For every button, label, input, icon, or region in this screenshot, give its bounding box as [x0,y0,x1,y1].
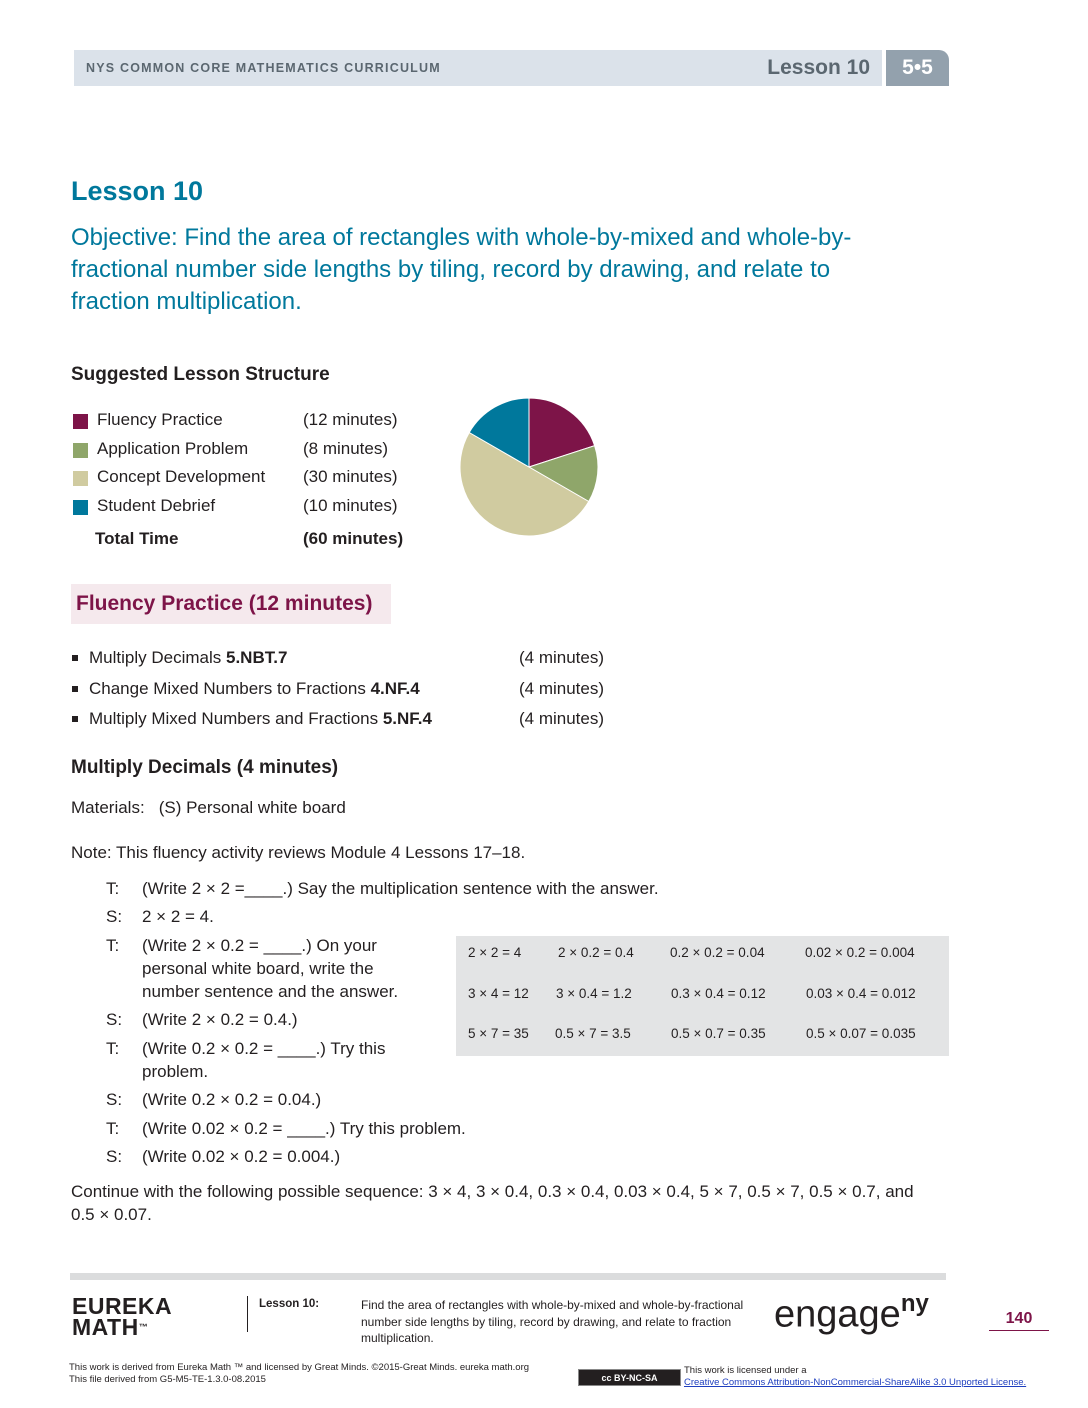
bullet-icon [72,655,78,661]
eureka-math-logo [72,1293,173,1340]
activity-standard: 4.NF.4 [370,678,420,698]
legend-swatch [73,414,88,429]
fluency-activity-item [72,646,632,677]
dialogue-text: (Write 2 × 0.2 = 0.4.) [142,1010,298,1029]
fluency-activity-item [72,707,632,738]
fluency-practice-banner [71,584,391,624]
activity-standard: 5.NF.4 [382,709,432,729]
equation-cell: 2 × 2 = 4 [468,945,522,960]
logo-trademark: ™ [138,1322,149,1332]
equation-cell: 0.5 × 0.7 = 0.35 [671,1026,766,1041]
header-lesson: Lesson 10 [767,56,870,79]
equation-cell: 0.02 × 0.2 = 0.004 [805,945,915,960]
fluency-activity-list [72,646,632,738]
engage-wordmark: engage [774,1293,901,1336]
multiply-decimals-title: Multiply Decimals (4 minutes) [71,757,339,778]
footer-lesson-label: Lesson 10: [259,1298,320,1310]
structure-item-name: Concept Development [97,467,266,487]
logo-line-2: MATH [72,1314,139,1340]
dialogue-text: problem. [142,1062,209,1081]
lesson-title: Lesson 10 [71,176,204,206]
lesson-structure-pie-chart [458,396,600,538]
curriculum-header-bar [74,50,882,86]
bullet-icon [72,716,78,722]
dialogue-text: (Write 0.2 × 0.2 = ____.) Try this [142,1039,386,1058]
materials-value: (S) Personal white board [158,798,346,817]
speaker: T: [106,1039,120,1058]
equation-cell: 0.03 × 0.4 = 0.012 [806,986,916,1001]
dialogue-text: 2 × 2 = 4. [142,907,214,926]
footer-separator [247,1296,248,1332]
equation-sequence-box [456,936,949,1056]
license-link[interactable]: Creative Commons Attribution-NonCommercial-ShareAlike 3.0 Unported License. [684,1377,1027,1388]
speaker: T: [106,936,120,955]
dialogue-text: number sentence and the answer. [142,982,399,1001]
total-time-label: Total Time [95,529,179,548]
speaker: T: [106,879,120,898]
engageny-logo [774,1292,929,1337]
footer-lesson-description: Find the area of rectangles with whole-by-mixed and whole-by-fractional number side lengths by tiling, record by drawing, and relate to fraction multiplication. [361,1298,744,1345]
dialogue-text: personal white board, write the [142,959,374,978]
legend-swatch [73,471,88,486]
activity-minutes: (4 minutes) [519,709,605,729]
activity-minutes: (4 minutes) [519,678,605,698]
license-line: This work is licensed under a [684,1365,807,1376]
activity-name: Multiply Mixed Numbers and Fractions [89,709,383,729]
structure-item-name: Fluency Practice [97,410,223,429]
ny-wordmark: ny [900,1290,929,1317]
equation-cell: 5 × 7 = 35 [468,1026,529,1041]
derivation-line-2: This file derived from G5-M5-TE-1.3.0-08.2015 [69,1373,266,1385]
lesson-objective: Objective: Find the area of rectangles with whole-by-mixed and whole-by-fractional number side lengths by tiling, record by drawing, and relate to fraction multiplication. [71,224,852,315]
fluency-activity-item [72,677,632,708]
activity-note: Note: This fluency activity reviews Module 4 Lessons 17–18. [71,843,526,862]
equation-cell: 3 × 4 = 12 [468,986,529,1001]
logo-line-1: EUREKA [72,1293,173,1319]
total-time-row [95,529,404,549]
equation-cell: 0.3 × 0.4 = 0.12 [671,986,766,1001]
derivation-line-1: This work is derived from Eureka Math ™ and licensed by Great Minds. ©2015-Great Minds. eureka math.org [69,1362,530,1373]
speaker: S: [106,1010,123,1029]
structure-item-minutes: (8 minutes) [303,438,389,458]
activity-name: Multiply Decimals [89,648,226,667]
equation-cell: 0.5 × 0.07 = 0.035 [806,1026,916,1041]
license-notice [684,1365,1026,1389]
legend-swatch [73,443,88,458]
derivation-notice [69,1362,529,1385]
dialogue-text: (Write 0.2 × 0.2 = 0.04.) [142,1090,322,1109]
equation-cell: 0.2 × 0.2 = 0.04 [670,945,765,960]
bullet-icon [72,686,78,692]
dialogue-text: (Write 0.02 × 0.2 = 0.004.) [142,1147,341,1166]
footer-divider [70,1273,946,1280]
fluency-practice-title: Fluency Practice (12 minutes) [76,592,373,615]
creative-commons-badge: cc BY-NC-SA [578,1369,681,1386]
dialogue-text: (Write 0.02 × 0.2 = ____.) Try this problem. [142,1119,466,1138]
speaker: S: [106,1147,123,1166]
speaker: S: [106,1090,123,1109]
speaker: S: [106,907,123,926]
curriculum-name: NYS COMMON CORE MATHEMATICS CURRICULUM [86,61,441,75]
equation-cell: 0.5 × 7 = 3.5 [555,1026,631,1041]
continue-sequence: Continue with the following possible sequence: 3 × 4, 3 × 0.4, 0.3 × 0.4, 0.03 × 0.4, 5 × 7, 0.5 × 7, 0.5 × 0.7, and 0.5 × 0.07. [71,1182,914,1224]
activity-standard: 5.NBT.7 [225,648,288,667]
equation-cell: 3 × 0.4 = 1.2 [556,986,632,1001]
structure-item-name: Student Debrief [97,496,216,516]
structure-item-minutes: (10 minutes) [303,496,398,516]
structure-item-minutes: (12 minutes) [303,410,398,429]
dialogue-text: (Write 2 × 2 =____.) Say the multiplication sentence with the answer. [142,879,659,898]
equation-cell: 2 × 0.2 = 0.4 [558,945,634,960]
total-time-minutes: (60 minutes) [303,529,404,548]
speaker: T: [106,1119,120,1138]
activity-minutes: (4 minutes) [519,648,605,667]
structure-item-name: Application Problem [97,438,249,458]
legend-swatch [73,500,88,515]
grade-module-badge: 5•5 [886,50,949,86]
structure-heading: Suggested Lesson Structure [71,364,330,385]
structure-item-minutes: (30 minutes) [303,467,398,487]
dialogue-text: (Write 2 × 0.2 = ____.) On your [142,936,377,955]
materials-line [71,798,346,818]
materials-label: Materials: [71,798,145,817]
activity-name: Change Mixed Numbers to Fractions [89,678,371,698]
page-number: 140 [989,1310,1049,1331]
